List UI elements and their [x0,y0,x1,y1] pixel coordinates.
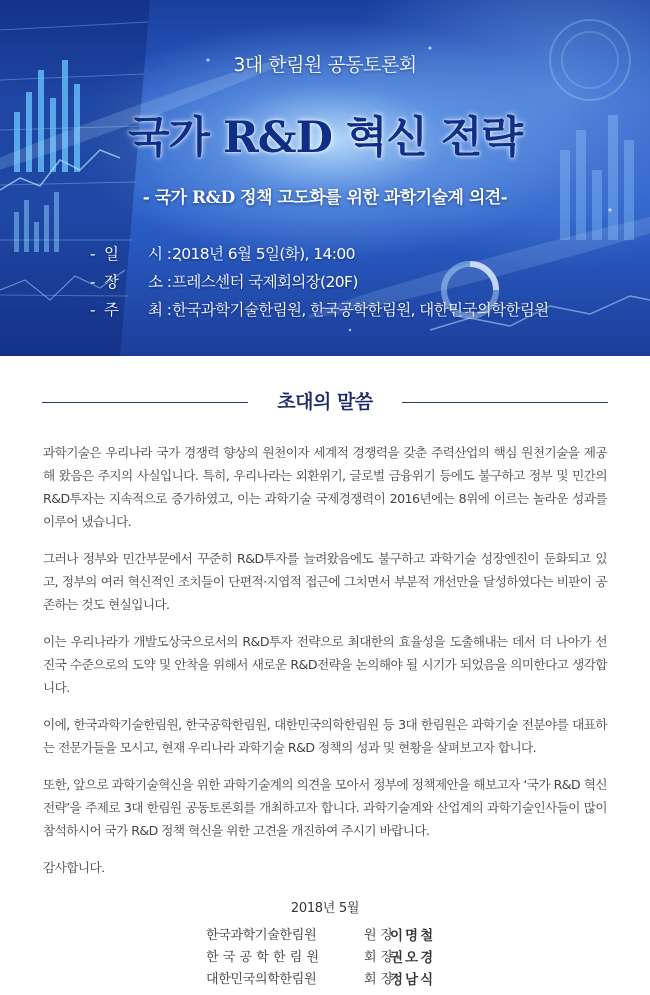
info-bullet: - [90,301,95,319]
event-subtitle: 3대 한림원 공동토론회 [233,54,417,76]
signatory-org: 한국과학기술한림원 [206,928,317,943]
signatory-org: 대한민국의학한림원 [206,972,317,987]
info-bullet: - [90,273,95,291]
invitation-heading: 초대의 말씀 [277,391,373,413]
signatory-role: 원 장 [364,928,394,943]
hero-banner: 3대 한림원 공동토론회 국가 R&D 혁신 전략 - 국가 R&D 정책 고도화를 위한 과학기술계 의견- - 일 시 : 2018년 6월 5일(화), 14:00 - 장 소 : 프레스센터 국제회의장(20F) - 주 최 : 한국과학기술한림원, 한국공학한림원, 대한민국의학한림원 [0,0,650,356]
paragraph: 또한, 앞으로 과학기술혁신을 위한 과학기술계의 의견을 모아서 정부에 정책제안을 해보고자 ‘국가 R&D 혁신 전략’을 주제로 3대 한림원 공동토론회를 개최하고자 합니다. 과학기술계와 산업계의 과학기술인사들이 많이 참석하시어 국가 R&D 정책 혁신을 위한 고견을 개진하여 주시기 바랍니다. [43,777,607,838]
event-tagline: - 국가 R&D 정책 고도화를 위한 과학기술계 의견- [142,188,508,208]
info-bullet: - [90,245,95,263]
signatory-role: 회 장 [364,950,394,965]
signatory-name: 이명철 [390,928,436,944]
signatory-role: 회 장 [364,972,394,987]
paragraph: 그러나 정부와 민간부문에서 꾸준히 R&D투자를 늘려왔음에도 불구하고 과학기술 성장엔진이 둔화되고 있고, 정부의 여러 혁신적인 조치들이 단편적·지엽적 접근에 그치면서 부분적 개선만을 달성하였다는 비판이 공존하는 것도 현실입니다. [43,551,607,612]
paragraph: 이에, 한국과학기술한림원, 한국공학한림원, 대한민국의학한림원 등 3대 한림원은 과학기술 전분야를 대표하는 전문가들을 모시고, 현재 우리나라 과학기술 R&D 정책의 성과 및 현황을 살펴보고자 합니다. [43,717,607,755]
info-value: 2018년 6월 5일(화), 14:00 [172,245,355,263]
event-title: 국가 R&D 혁신 전략 [128,113,522,163]
paragraph: 과학기술은 우리나라 국가 경쟁력 향상의 원천이자 세계적 경쟁력을 갖춘 주력산업의 핵심 원천기술을 제공해 왔음은 주지의 사실입니다. 특히, 우리나라는 외환위기, 글로벌 금융위기 등에도 불구하고 정부 및 민간의 R&D투자는 지속적으로 증가하였고, 이는 과학기술 국제경쟁력이 2016년에는 8위에 이르는 놀라운 성과를 이루어 냈습니다. [43,445,607,529]
info-value: 프레스센터 국제회의장(20F) [172,273,358,291]
invitation-body [43,441,607,879]
info-value: 한국과학기술한림원, 한국공학한림원, 대한민국의학한림원 [172,301,549,319]
signatory-name: 권오경 [390,950,436,966]
heading-divider-right [402,402,608,403]
signatory-name: 정남식 [390,972,436,988]
closing-text: 감사합니다. [43,860,105,875]
section-heading [42,387,608,417]
signatory-org: 한국공학한림원 [206,950,324,965]
letter-date: 2018년 5월 [290,901,360,916]
paragraph: 이는 우리나라가 개발도상국으로서의 R&D투자 전략으로 최대한의 효율성을 도출해내는 데서 더 나아가 선진국 수준으로의 도약 및 안착을 위해서 새로운 R&D전략을 논의해야 될 시기가 되었음을 의미한다고 생각합니다. [43,634,607,695]
